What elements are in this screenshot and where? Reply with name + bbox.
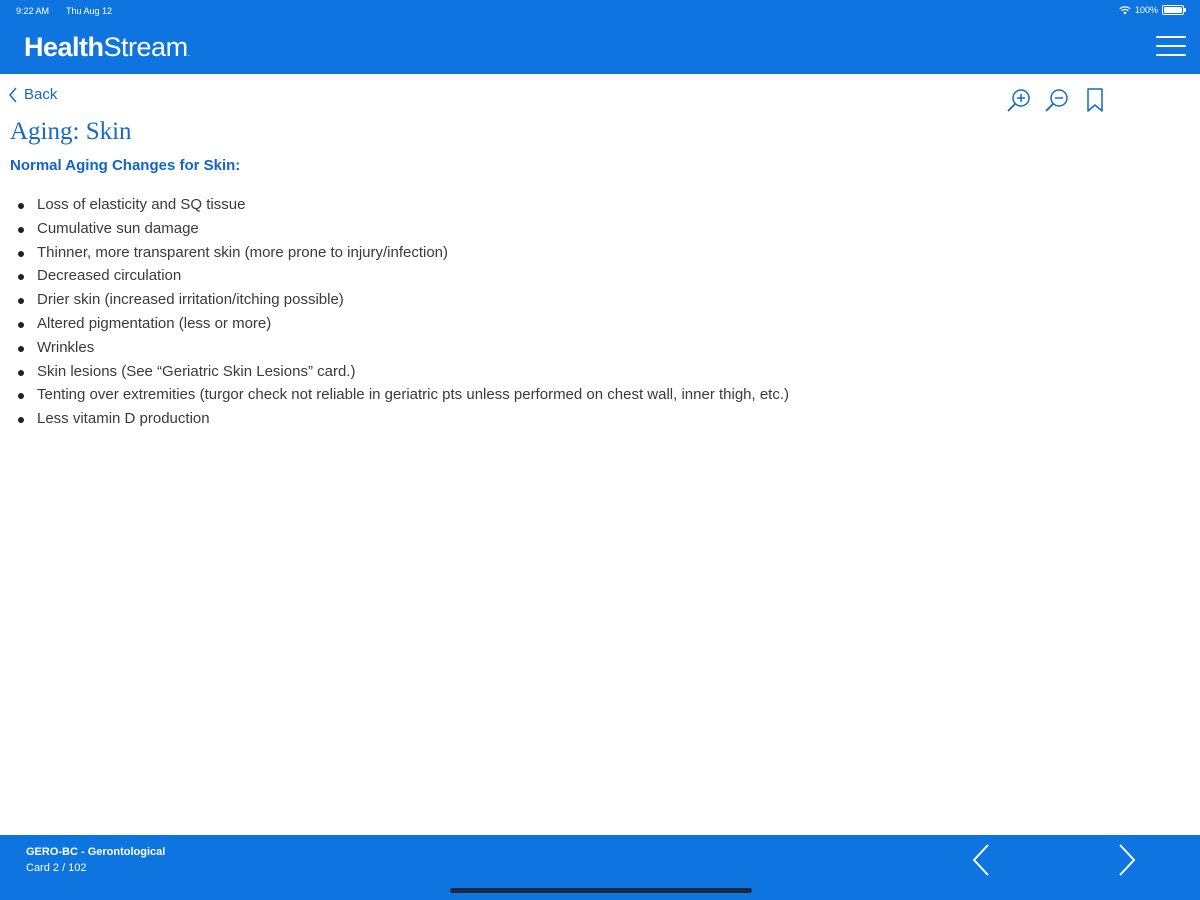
card-footer [0, 835, 1200, 900]
list-item: Decreased circulation [18, 265, 1018, 289]
card-toolbar [1004, 86, 1110, 114]
list-item: Less vitamin D production [18, 408, 1018, 432]
section-heading: Normal Aging Changes for Skin: [10, 157, 241, 174]
list-item: Altered pigmentation (less or more) [18, 313, 1018, 337]
app-header [0, 0, 1200, 74]
list-item: Loss of elasticity and SQ tissue [18, 194, 1018, 218]
zoom-out-icon [1043, 87, 1071, 113]
course-name: GERO-BC - Gerontological [26, 846, 166, 858]
status-right [1119, 5, 1184, 15]
logo-text-bold: Health [24, 32, 104, 62]
list-item: Tenting over extremities (turgor check not reliable in geriatric pts unless performed on chest wall, inner thigh, etc.) [18, 384, 1018, 408]
aging-changes-list [18, 194, 1018, 432]
chevron-left-icon [966, 842, 996, 878]
zoom-out-button[interactable] [1042, 86, 1072, 114]
chevron-right-icon [1112, 842, 1142, 878]
list-item: Cumulative sun damage [18, 218, 1018, 242]
bookmark-button[interactable] [1080, 86, 1110, 114]
list-item: Thinner, more transparent skin (more prone to injury/infection) [18, 242, 1018, 266]
status-date: Thu Aug 12 [66, 6, 113, 16]
hamburger-menu-icon[interactable] [1156, 36, 1186, 60]
battery-percent: 100% [1134, 5, 1158, 15]
bookmark-icon [1081, 87, 1109, 113]
zoom-in-icon [1005, 87, 1033, 113]
battery-icon [1162, 5, 1184, 15]
wifi-icon [1119, 6, 1131, 15]
healthstream-logo [24, 32, 190, 63]
logo-text-light: Stream [103, 32, 188, 62]
zoom-in-button[interactable] [1004, 86, 1034, 114]
logo-mark: . [187, 48, 190, 58]
previous-card-button[interactable] [966, 842, 996, 878]
chevron-left-icon [8, 87, 18, 103]
status-time: 9:22 AM [16, 6, 50, 16]
list-item: Skin lesions (See “Geriatric Skin Lesions” card.) [18, 361, 1018, 385]
back-button[interactable] [8, 86, 57, 103]
list-item: Drier skin (increased irritation/itching possible) [18, 289, 1018, 313]
home-indicator [450, 888, 752, 893]
next-card-button[interactable] [1112, 842, 1142, 878]
back-label: Back [24, 86, 58, 103]
card-counter: Card 2 / 102 [26, 862, 87, 874]
status-bar [0, 0, 1200, 22]
list-item: Wrinkles [18, 337, 1018, 361]
page-title: Aging: Skin [10, 118, 132, 145]
